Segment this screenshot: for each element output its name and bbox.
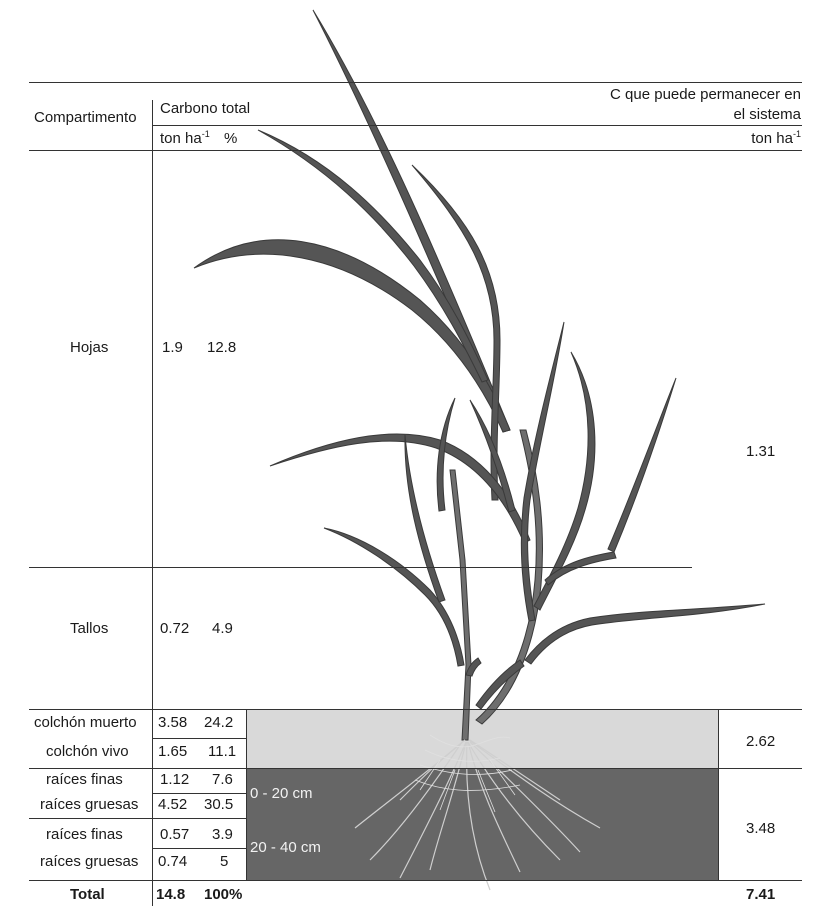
rule-raices-depth (29, 818, 246, 819)
row-hojas-name: Hojas (70, 339, 109, 356)
rule-header-bottom (29, 150, 802, 151)
row-raices-gruesas-2-pct: 5 (220, 853, 229, 870)
row-raices-finas-2-pct: 3.9 (212, 826, 233, 843)
permanence-roots: 3.48 (746, 820, 776, 837)
row-tallos-pct: 4.9 (212, 620, 233, 637)
permanence-colchon: 2.62 (746, 733, 776, 750)
header-compartment: Compartimento (34, 109, 137, 126)
row-colchon-vivo-pct: 11.1 (208, 743, 237, 760)
row-raices-finas-1-ton: 1.12 (160, 771, 190, 788)
row-raices-gruesas-2-ton: 0.74 (158, 853, 188, 870)
row-hojas-pct: 12.8 (207, 339, 237, 356)
rule-subheader (152, 125, 802, 126)
row-raices-finas-2-ton: 0.57 (160, 826, 190, 843)
header-permanence-line1: C que puede permanecer en (610, 86, 801, 103)
rule-raices-mid-1 (152, 793, 246, 794)
row-tallos-name: Tallos (70, 620, 109, 637)
row-total-ton: 14.8 (156, 886, 186, 903)
row-raices-gruesas-1-pct: 30.5 (204, 796, 234, 813)
rule-total (29, 880, 802, 881)
row-colchon-vivo-ton: 1.65 (158, 743, 188, 760)
row-raices-finas-1-name: raíces finas (46, 771, 123, 788)
row-tallos-ton: 0.72 (160, 620, 190, 637)
row-colchon-vivo-name: colchón vivo (46, 743, 129, 760)
rule-hojas-tallos (29, 567, 692, 568)
row-total-pct: 100% (204, 886, 243, 903)
permanence-aerial: 1.31 (746, 443, 776, 460)
row-raices-finas-1-pct: 7.6 (212, 771, 233, 788)
header-unit-ton: ton $ha^{-1}$ (160, 129, 210, 147)
permanence-total: 7.41 (746, 886, 776, 903)
rule-col-values (246, 709, 247, 880)
rule-top (29, 82, 802, 83)
rule-col-permanence (718, 709, 719, 880)
row-raices-gruesas-1-ton: 4.52 (158, 796, 188, 813)
row-colchon-muerto-ton: 3.58 (158, 714, 188, 731)
row-colchon-muerto-pct: 24.2 (204, 714, 234, 731)
rule-colchon-mid (152, 738, 246, 739)
row-raices-finas-2-name: raíces finas (46, 826, 123, 843)
rule-tallos-colchon (29, 709, 802, 710)
header-permanence-line2: el sistema (733, 106, 801, 123)
rule-raices-mid-2 (152, 848, 246, 849)
row-raices-gruesas-1-name: raíces gruesas (40, 796, 139, 813)
depth-label-shallow: 0 - 20 cm (250, 785, 313, 802)
row-total-name: Total (70, 886, 105, 903)
rule-colchon-raices (29, 768, 802, 769)
row-raices-gruesas-2-name: raíces gruesas (40, 853, 139, 870)
header-permanence-unit: ton $ha^{-1}$ (751, 129, 801, 147)
rule-col-name (152, 100, 153, 906)
header-unit-percent: % (224, 130, 238, 147)
header-total-carbon: Carbono total (160, 100, 251, 117)
row-hojas-ton: 1.9 (162, 339, 183, 356)
depth-label-deep: 20 - 40 cm (250, 839, 321, 856)
row-colchon-muerto-name: colchón muerto (34, 714, 137, 731)
